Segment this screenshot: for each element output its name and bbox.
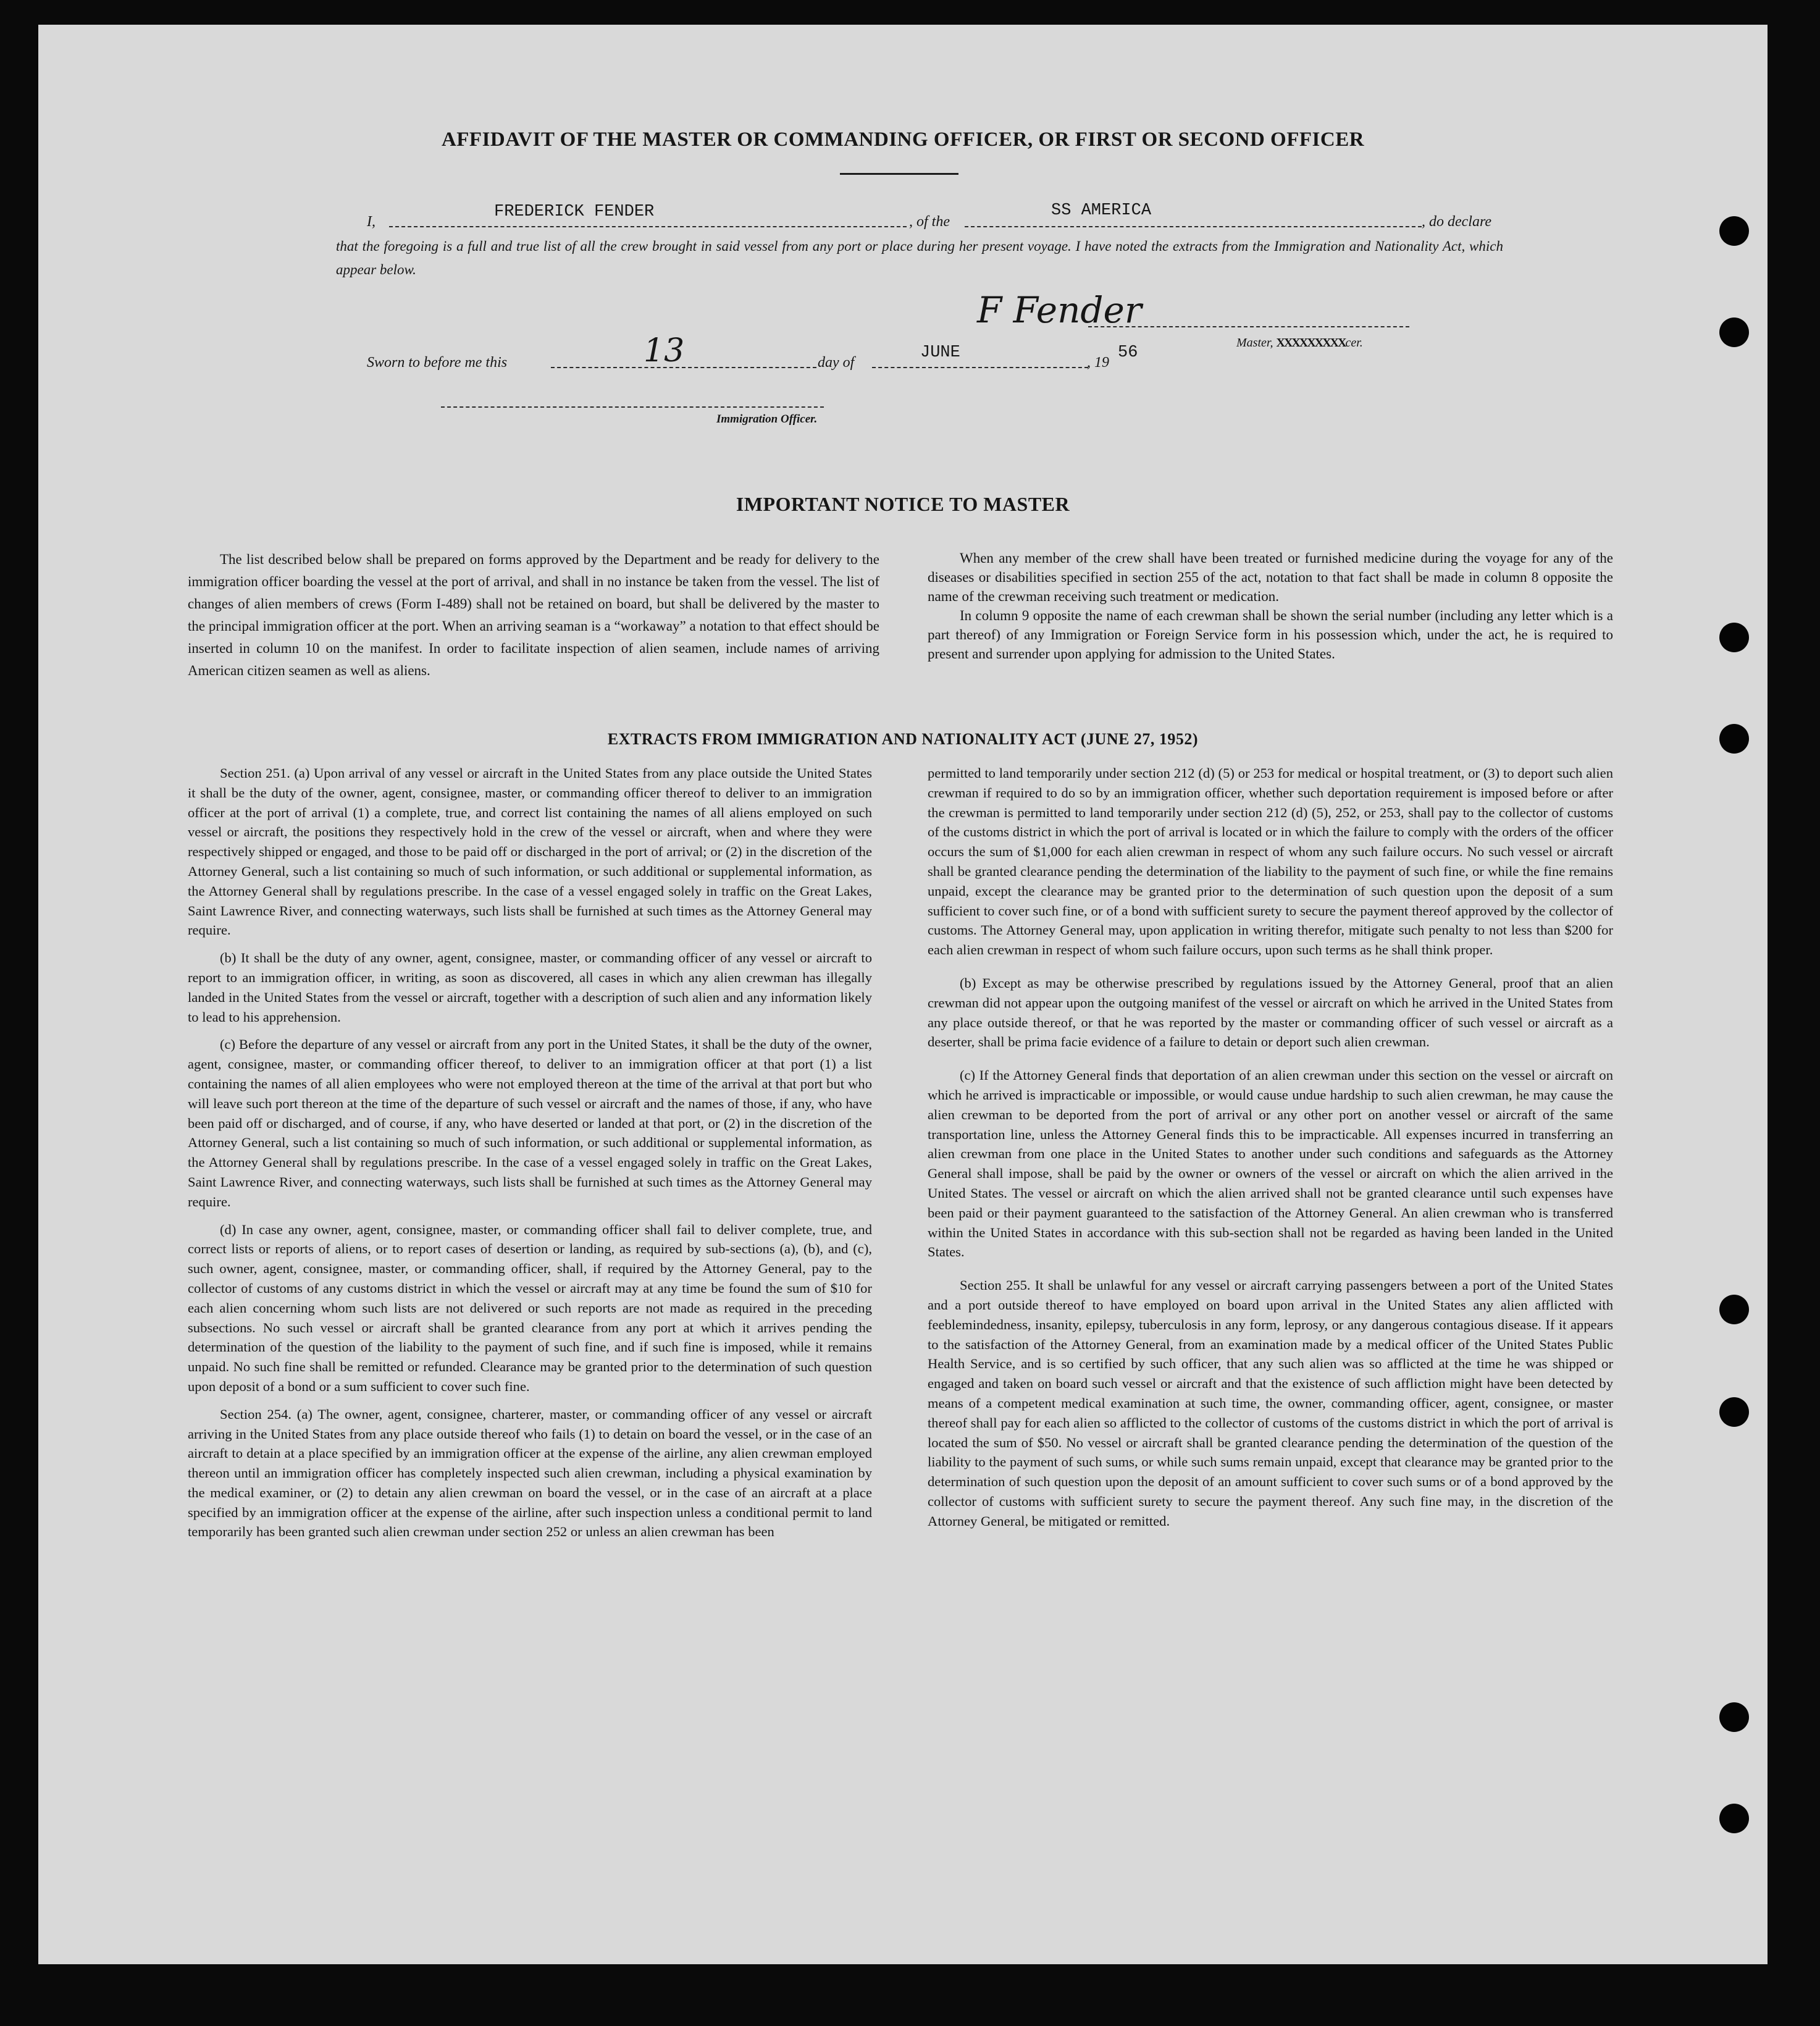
month-line	[872, 367, 1088, 368]
punch-hole	[1719, 317, 1749, 347]
title-underline	[840, 173, 958, 175]
section-254-a-continued: permitted to land temporarily under section 212 (d) (5) or 253 for medical or hospital treatment, or (3) to deport such alien crewman if required to do so by an immigration officer, whether such deportation requirement is imposed before or after the crewman is permitted to land temporarily under section 212 (d) (5), 252, or 253, shall pay to the collector of customs of the customs district in which the port of arrival is located or in which the failure to comply with the orders of the officer occurs the sum of $1,000 for each alien crewman in respect of whom any such failure occurs. No such vessel or aircraft shall be granted clearance pending the determination of the liability to the payment of such fine, or while the fine remains unpaid, except the clearance may be granted prior to the determination of such question upon the deposit of a sum sufficient to cover such fine, or of a bond with sufficient surety to secure the payment thereof approved by the collector of customs. The Attorney General may, upon application in writing therefor, mitigate such penalty to not less than $200 for each alien crewman in respect of whom such failure occurs, upon such terms as he shall think proper.	[928, 765, 1613, 958]
section-255: Section 255. It shall be unlawful for any vessel or aircraft carrying passengers between a port of the United States and a port outside thereof to have employed on board upon arrival in the United States any alien afflicted with feeblemindedness, insanity, epilepsy, tuberculosis in any form, leprosy, or any dangerous contagious disease. If it appears to the satisfaction of the Attorney General, from an examination made by a medical officer of the United States Public Health Service, and is so certified by such officer, that any such alien was so afflicted at the time he was shipped or engaged and taken on board such vessel or aircraft and that the existence of such affliction might have been detected by means of a competent medical examination at such time, the owner, commanding officer, agent, consignee, or master thereof shall pay for each alien so afflicted to the collector of customs of the customs district in which the port of arrival is located the sum of $50. No vessel or aircraft shall be granted clearance pending the determination of the question of the liability to the payment of such sums, or while such sums remain unpaid, except that clearance may be granted prior to the determination of such question upon the deposit of an amount sufficient to cover such sums or of a bond approved by the collector of customs with sufficient surety to secure the payment thereof. Any such fine may, in the discretion of the Attorney General, be mitigated or remitted.	[928, 1277, 1613, 1529]
affidavit-title: AFFIDAVIT OF THE MASTER OR COMMANDING OFFICER, OR FIRST OR SECOND OFFICER	[441, 128, 1365, 151]
sworn-month: JUNE	[920, 343, 960, 362]
section-251-b: (b) It shall be the duty of any owner, agent, consignee, master, or commanding officer of any vessel or aircraft to report to an immigration officer, in writing, as soon as discovered, all cases in which any alien crewman has illegally landed in the United States from the vessel or aircraft, together with a description of such alien and any information likely to lead to his apprehension.	[188, 950, 872, 1025]
document-page	[38, 25, 1768, 1964]
punch-hole	[1719, 1804, 1749, 1833]
extracts-title: EXTRACTS FROM IMMIGRATION AND NATIONALITY ACT (JUNE 27, 1952)	[607, 730, 1199, 748]
notice-title: IMPORTANT NOTICE TO MASTER	[736, 493, 1070, 515]
immigration-officer-label: Immigration Officer.	[716, 413, 818, 426]
punch-hole	[1719, 623, 1749, 652]
officer-suffix: cer.	[1345, 336, 1363, 350]
punch-hole	[1719, 724, 1749, 754]
extracts-right-column	[928, 763, 1613, 1539]
notice-left-text: The list described below shall be prepared on forms approved by the Department and be ready for delivery to the immigration officer boarding the vessel at the port of arrival, and shall in no instance be taken from the vessel. The list of changes of alien members of crews (Form I-489) shall not be retained on board, but shall be delivered by the master to the principal immigration officer at the port. When an arriving seaman is a “workaway” a notation to that effect should be inserted in column 10 on the manifest. In order to facilitate inspection of alien seamen, include names of arriving American citizen seamen as well as aliens.	[188, 552, 879, 678]
notice-left-column	[188, 549, 879, 682]
master-signature: F Fender	[977, 289, 1142, 331]
officer-line	[441, 406, 824, 408]
section-254-a: Section 254. (a) The owner, agent, consignee, charterer, master, or commanding officer of any vessel or aircraft arriving in the United States from any place outside thereof who fails (1) to detain on board the vessel, or in the case of an aircraft to detain at a place specified by an immigration officer at the expense of the airline, any alien crewman employed thereon until an immigration officer has completely inspected such alien crewman, including a physical examination by the medical examiner, or (2) to detain any alien crewman on board the vessel, or in the case of an aircraft at a place specified by an immigration officer at the expense of the airline, after such inspection unless a conditional permit to land temporarily has been granted such alien crewman under section 252 or unless an alien crewman has been	[188, 1406, 872, 1540]
sworn-label: Sworn to before me this	[367, 355, 508, 371]
punch-hole	[1719, 1295, 1749, 1324]
master-label: Master,	[1236, 336, 1277, 350]
notice-right-text-1: When any member of the crew shall have been treated or furnished medicine during the voyage for any of the diseases or disabilities specified in section 255 of the act, notation to that fact shall be made in column 8 opposite the name of the crewman receiving such treatment or medication.	[928, 550, 1613, 604]
section-251-a: Section 251. (a) Upon arrival of any vessel or aircraft in the United States from any place outside the United States it shall be the duty of the owner, agent, consignee, master, or commanding officer thereof to deliver to an immigration officer at the port of arrival (1) a complete, true, and correct list containing the names of all aliens employed on such vessel or aircraft, the positions they respectively hold in the crew of the vessel or aircraft, when and where they were respectively shipped or engaged, and those to be paid off or discharged in the port of arrival; or (2) in the discretion of the Attorney General, such a list containing so much of such information, or such additional or supplemental information, as the Attorney General shall by regulations prescribe. In the case of a vessel engaged solely in traffic on the Great Lakes, Saint Lawrence River, and connecting waterways, such lists shall be furnished at such times as the Attorney General may require.	[188, 765, 872, 938]
name-line	[389, 226, 907, 227]
do-declare-label: , do declare	[1422, 214, 1492, 230]
extracts-left-column	[188, 763, 872, 1550]
sworn-day: 13	[644, 332, 685, 369]
vessel-line	[965, 226, 1422, 227]
section-251-d: (d) In case any owner, agent, consignee, master, or commanding officer shall fail to deliver complete, true, and correct lists or reports of aliens, or to report cases of desertion or landing, as required by sub-sections (a), (b), and (c), such owner, agent, consignee, master, or commanding officer, shall, if required by the Attorney General, pay to the collector of customs of any customs district in which the vessel or aircraft may at any time be found the sum of $10 for each alien concerning whom such lists are not delivered or such reports are not made as required in the preceding subsections. No such vessel or aircraft shall be granted clearance from any port at which it arrives pending the determination of the question of the liability to the payment of such fine, and if such fine is imposed, while it remains unpaid. No such fine shall be remitted or refunded. Clearance may be granted prior to the determination of such question upon deposit of a bond or a sum sufficient to cover such fine.	[188, 1221, 872, 1394]
sworn-year: 56	[1118, 343, 1138, 362]
section-251-c: (c) Before the departure of any vessel or aircraft from any port in the United States, it shall be the duty of the owner, agent, consignee, master, or commanding officer thereof, to deliver to an immigration officer at that port (1) a list containing the names of all alien employees who were not employed thereon at the time of the arrival at that port but who will leave such port thereon at the time of the departure of such vessel or aircraft and the names of those, if any, who have been paid off or discharged, and of course, if any, who have deserted or landed at that port, or (2) in the discretion of the Attorney General, such a list containing so much of such information, or such additional or supplemental information, as the Attorney General shall by regulations prescribe. In the case of a vessel engaged solely in traffic on the Great Lakes, Saint Lawrence River, and connecting waterways, such lists shall be furnished at such times as the Attorney General may require.	[188, 1036, 872, 1209]
struck-out-text: XXXXXXXXX	[1276, 336, 1346, 350]
section-254-c: (c) If the Attorney General finds that deportation of an alien crewman under this section on the vessel or aircraft on which he arrived is impracticable or impossible, or would cause undue hardship to such alien crewman, he may cause the alien crewman to be deported from the port of arrival or any other port on another vessel or aircraft of the same transportation line, unless the Attorney General finds this to be impracticable. All expenses incurred in transferring an alien crewman from one place in the United States to another under such conditions and safeguards as the Attorney General shall impose, shall be paid by the owner or owners of the vessel or aircraft on which the alien arrived in the United States. The vessel or aircraft on which the alien arrived shall not be granted clearance until such expenses have been paid or their payment guaranteed to the satisfaction of the Attorney General. An alien crewman who is transferred within the United States in accordance with this sub-section shall not be regarded as having been landed in the United States.	[928, 1067, 1613, 1260]
declaration-text: that the foregoing is a full and true list of all the crew brought in said vessel from any port or place during her present voyage. I have noted the extracts from the Immigration and Nationality Act, which appear below.	[336, 238, 1503, 277]
punch-hole	[1719, 216, 1749, 246]
punch-hole	[1719, 1397, 1749, 1427]
i-label: I,	[367, 214, 375, 230]
notice-right-column	[928, 549, 1613, 663]
signature-line	[1088, 326, 1409, 327]
day-of-label: day of	[818, 355, 855, 371]
section-254-b: (b) Except as may be otherwise prescribed by regulations issued by the Attorney General, proof that an alien crewman did not appear upon the outgoing manifest of the vessel or aircraft on which he arrived in the United States from any place outside thereof, or that he was reported by the master or commanding officer of such vessel or aircraft as a deserter, shall be prima facie evidence of a failure to detain or deport such alien crewman.	[928, 975, 1613, 1050]
vessel-name: SS AMERICA	[1051, 201, 1152, 220]
master-title-label	[1236, 334, 1363, 352]
punch-hole	[1719, 1702, 1749, 1732]
of-the-label: , of the	[909, 214, 950, 230]
master-name: FREDERICK FENDER	[494, 203, 655, 221]
year-prefix: , 19	[1087, 355, 1109, 371]
notice-right-text-2: In column 9 opposite the name of each crewman shall be shown the serial number (including any letter which is a part thereof) of any Immigration or Foreign Service form in his possession which, under the act, he is required to present and surrender upon applying for admission to the United States.	[928, 608, 1613, 662]
